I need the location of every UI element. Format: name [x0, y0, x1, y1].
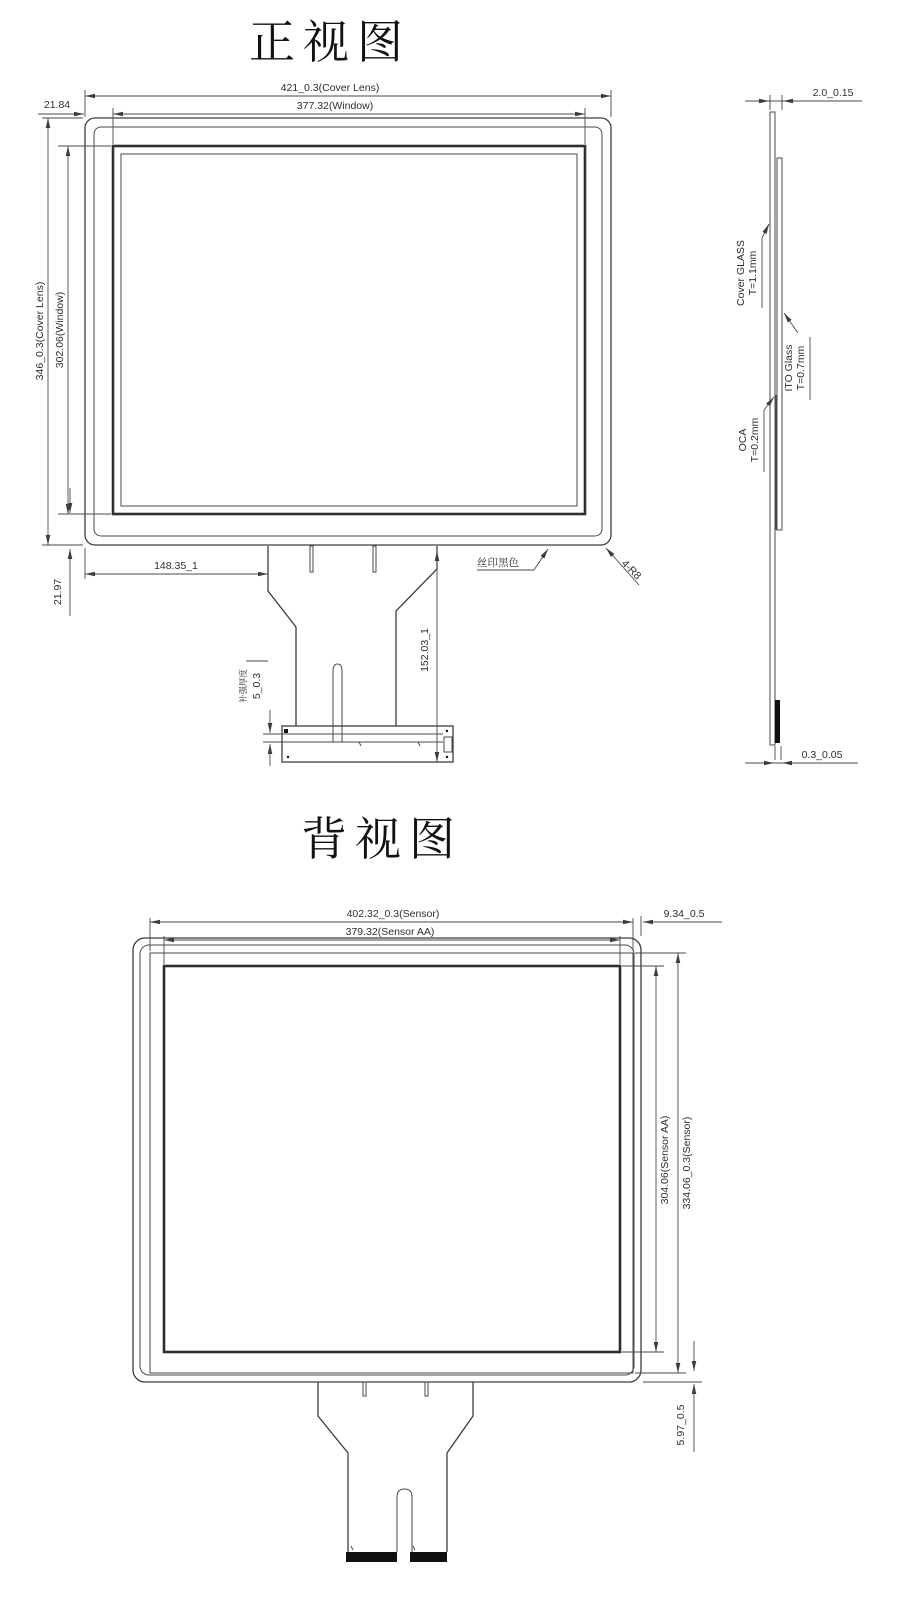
dim-cover-width: 421_0.3(Cover Lens): [280, 82, 380, 94]
dim-tail-offset: 148.35_1: [154, 560, 198, 572]
front-stiffener: [282, 726, 453, 762]
label-ito-glass-thickness: T=0.7mm: [795, 345, 807, 391]
back-view-title: 背视图: [301, 812, 463, 866]
dim-sensor-width: 402.32_0.3(Sensor): [346, 908, 440, 920]
dim-top-right-offset: 9.34_0.5: [663, 908, 705, 920]
note-silk-black: 丝印黑色: [477, 557, 519, 569]
dim-sensor-aa-height: 304.06(Sensor AA): [659, 1115, 671, 1205]
back-fpc-tail: [318, 1382, 473, 1562]
front-view-title: 正视图: [249, 15, 411, 69]
dim-bottom-left-offset: 21.97: [52, 578, 64, 606]
label-cover-glass: Cover GLASS: [735, 240, 747, 306]
side-fpc: [775, 700, 780, 743]
front-dimensions: [34, 82, 644, 766]
label-oca-thickness: T=0.2mm: [749, 417, 761, 463]
side-stack: [770, 112, 782, 745]
label-oca: OCA: [737, 428, 749, 452]
dim-tail-length: 152.03_1: [419, 628, 431, 672]
note-stiffener: 补强厚度: [238, 668, 248, 704]
front-panel-outline: [85, 118, 611, 545]
side-ito-glass: [777, 158, 782, 530]
back-fpc-pad-left: [346, 1552, 397, 1562]
dim-window-width: 377.32(Window): [296, 100, 374, 112]
dim-total-thickness: 2.0_0.15: [812, 87, 854, 99]
side-view: [735, 87, 862, 763]
back-view: [133, 812, 722, 1562]
dim-sensor-aa-width: 379.32(Sensor AA): [345, 926, 435, 938]
back-dimensions: [150, 908, 722, 1452]
side-cover-glass: [770, 112, 775, 745]
dim-cover-height: 346_0.3(Cover Lens): [34, 281, 46, 381]
label-ito-glass: ITO Glass: [783, 344, 795, 392]
label-cover-glass-thickness: T=1.1mm: [747, 250, 759, 296]
dim-bottom-offset: 5.97_0.5: [675, 1404, 687, 1446]
dim-sensor-height: 334.06_0.3(Sensor): [681, 1116, 693, 1210]
dim-corner-radius: 4-R8: [618, 557, 644, 583]
back-panel-outline: [133, 938, 641, 1382]
dim-fpc-thickness: 0.3_0.05: [801, 749, 843, 761]
dim-stiffener: 5_0.3: [251, 672, 263, 700]
dim-top-left-offset: 21.84: [43, 99, 71, 111]
back-fpc-pad-right: [410, 1552, 447, 1562]
dim-window-height: 302.06(Window): [54, 291, 66, 369]
side-dimensions: [735, 87, 862, 763]
front-view: [34, 15, 644, 766]
